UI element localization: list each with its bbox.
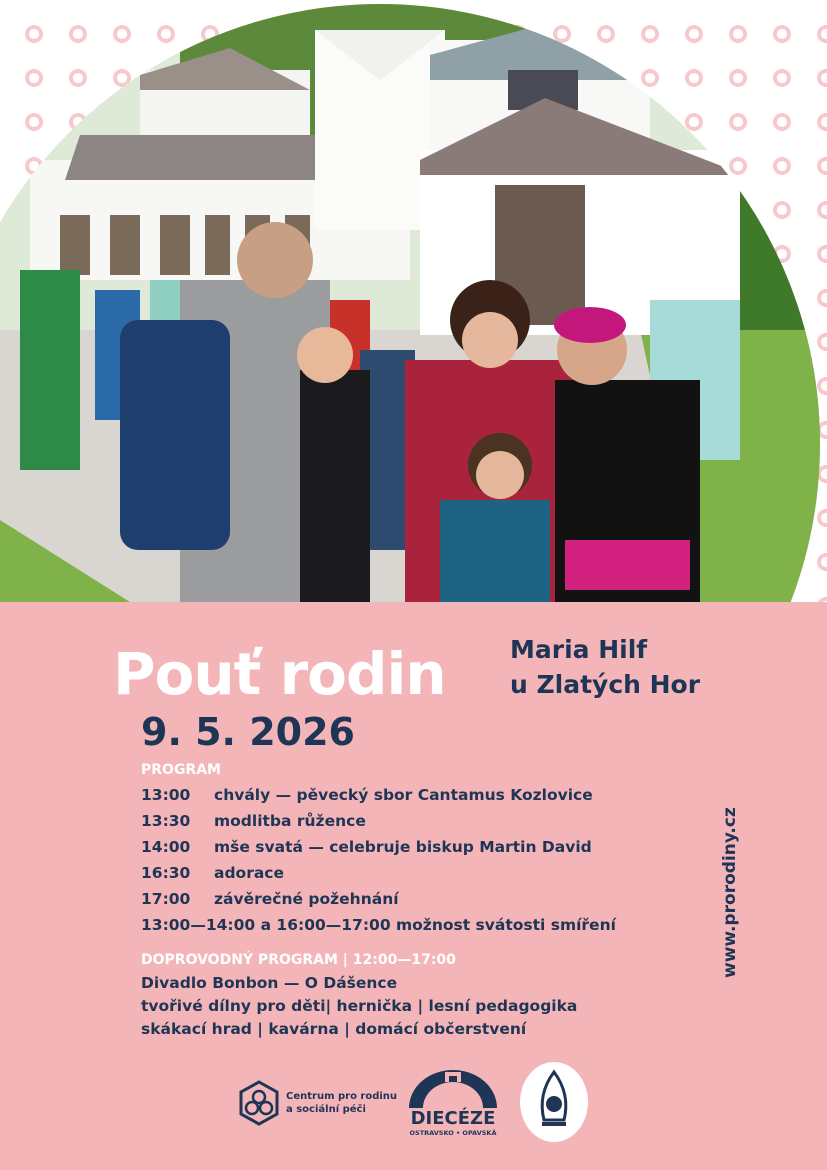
place-line-2: u Zlatých Hor [510, 670, 701, 699]
program-time: 17:00 [141, 890, 191, 908]
event-date: 9. 5. 2026 [141, 710, 355, 754]
diecese-subtitle: OSTRAVSKO • OPAVSKÁ [409, 1129, 497, 1137]
website-link[interactable]: www.prorodiny.cz [720, 807, 740, 978]
centrum-line-2: a sociální péči [286, 1104, 366, 1115]
program-text: chvály — pěvecký sbor Cantamus Kozlovice [214, 786, 593, 804]
program-time: 16:30 [141, 864, 191, 882]
pilgrimage-seal-icon[interactable] [520, 1062, 588, 1142]
program-time: 13:30 [141, 812, 191, 830]
program-item [141, 834, 701, 860]
program-item [141, 860, 701, 886]
side-program-line: skákací hrad | kavárna | domácí občerstvení [141, 1020, 527, 1038]
event-photo [0, 4, 820, 602]
side-program-heading: DOPROVODNÝ PROGRAM | 12:00—17:00 [141, 952, 456, 968]
event-place [510, 632, 700, 702]
centrum-line-1: Centrum pro rodinu [286, 1091, 398, 1102]
logo-strip [0, 1060, 827, 1150]
side-program-line: tvořivé dílny pro děti| hernička | lesní pedagogika [141, 997, 578, 1015]
program-text: modlitba růžence [214, 812, 366, 830]
program-time: 13:00 [141, 786, 191, 804]
program-item [141, 886, 701, 912]
centrum-logo[interactable] [238, 1080, 397, 1126]
diecese-name: DIECÉZE [410, 1108, 496, 1129]
side-program-list [141, 972, 577, 1041]
program-item [141, 782, 701, 808]
diecese-logo[interactable] [405, 1066, 501, 1137]
side-program-line: Divadlo Bonbon — O Dášence [141, 974, 398, 992]
program-item [141, 808, 701, 834]
centrum-icon [238, 1080, 280, 1126]
diecese-arch-icon [405, 1066, 501, 1108]
program-list [141, 782, 701, 938]
program-heading: PROGRAM [141, 762, 221, 778]
program-text: adorace [214, 864, 285, 882]
program-text: závěrečné požehnání [214, 890, 399, 908]
program-text: mše svatá — celebruje biskup Martin David [214, 838, 592, 856]
place-line-1: Maria Hilf [510, 635, 648, 664]
program-time: 14:00 [141, 838, 191, 856]
event-title: Pouť rodin [113, 640, 446, 708]
confession-note: 13:00—14:00 a 16:00—17:00 možnost svátosti smíření [141, 916, 616, 934]
